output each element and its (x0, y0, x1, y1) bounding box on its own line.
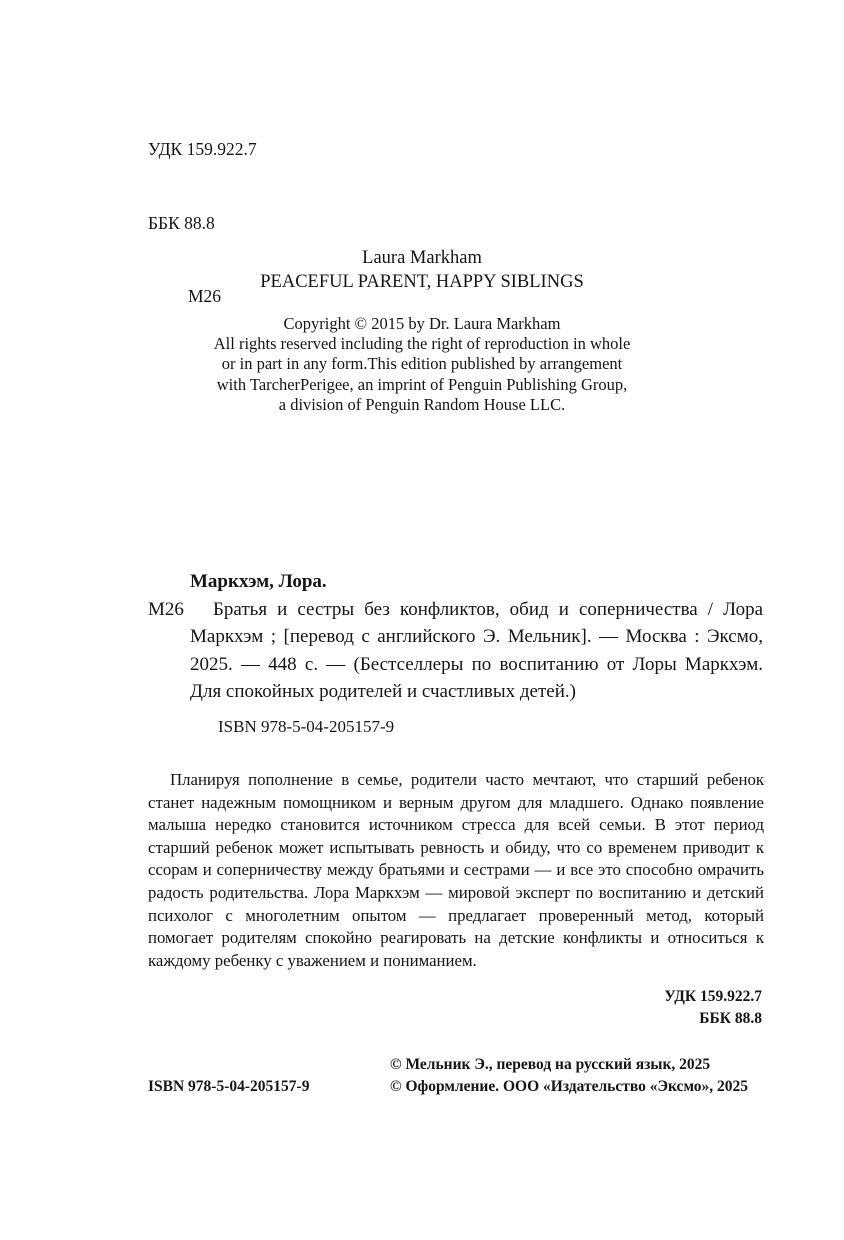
copyright-notice (0, 314, 844, 415)
copyright-line: Copyright © 2015 by Dr. Laura Markham (283, 314, 561, 333)
bbk-code-bottom: ББК 88.8 (699, 1010, 762, 1027)
copyright-line: or in part in any form.This edition published by arrangement (221, 354, 623, 374)
copyright-line: All rights reserved including the right of reproduction in whole (213, 334, 631, 354)
original-author: Laura Markham (362, 248, 482, 268)
catalog-entry (148, 596, 763, 706)
catalog-letter-code: М26 (148, 598, 184, 620)
catalog-card (148, 568, 763, 741)
udk-code-bottom: УДК 159.922.7 (664, 988, 762, 1005)
catalog-letter-code-top: М26 (188, 286, 222, 306)
english-title-block (0, 246, 844, 294)
original-title: PEACEFUL PARENT, HAPPY SIBLINGS (260, 272, 584, 292)
isbn-catalog: ISBN 978-5-04-205157-9 (218, 716, 395, 736)
catalog-entry-text: Братья и сестры без конфликтов, обид и соперничества / Лора Маркхэм ; [перевод с английского Э. Мельник]. — Москва : Эксмо, 2025. — 448 с. — (Бестселлеры по воспитанию от Лоры Маркхэм. Для спокойных родителей и счастливых детей.) (190, 598, 763, 703)
copyright-line: with TarcherPerigee, an imprint of Penguin Publishing Group, (216, 374, 628, 394)
isbn-bottom: ISBN 978-5-04-205157-9 (148, 1078, 310, 1095)
translation-copyright: © Мельник Э., перевод на русский язык, 2025 (390, 1056, 711, 1073)
udk-code-top: УДК 159.922.7 (148, 139, 257, 159)
russian-copyright-lines (390, 1054, 748, 1098)
copyright-line: a division of Penguin Random House LLC. (278, 394, 566, 414)
catalog-author: Маркхэм, Лора. (190, 571, 327, 592)
bottom-classification-codes (664, 986, 762, 1030)
design-copyright: © Оформление. ООО «Издательство «Эксмо», 2025 (390, 1078, 749, 1095)
bottom-copyright-strip (148, 1054, 764, 1104)
annotation-paragraph: Планируя пополнение в семье, родители часто мечтают, что старший ребенок станет надежным помощником и верным другом для младшего. Однако появление малыша нередко становится источником стресса для всей семьи. В этот период старший ребенок может испытывать ревность и обиду, что со временем приводит к ссорам и соперничеству между братьями и сестрами — и все это способно омрачить радость родительства. Лора Маркхэм — мировой эксперт по воспитанию и детский психолог с многолетним опытом — предлагает проверенный метод, который помогает родителям спокойно реагировать на детские конфликты и относиться к каждому ребенку с уважением и пониманием. (148, 770, 764, 970)
bbk-code-top: ББК 88.8 (148, 212, 215, 233)
